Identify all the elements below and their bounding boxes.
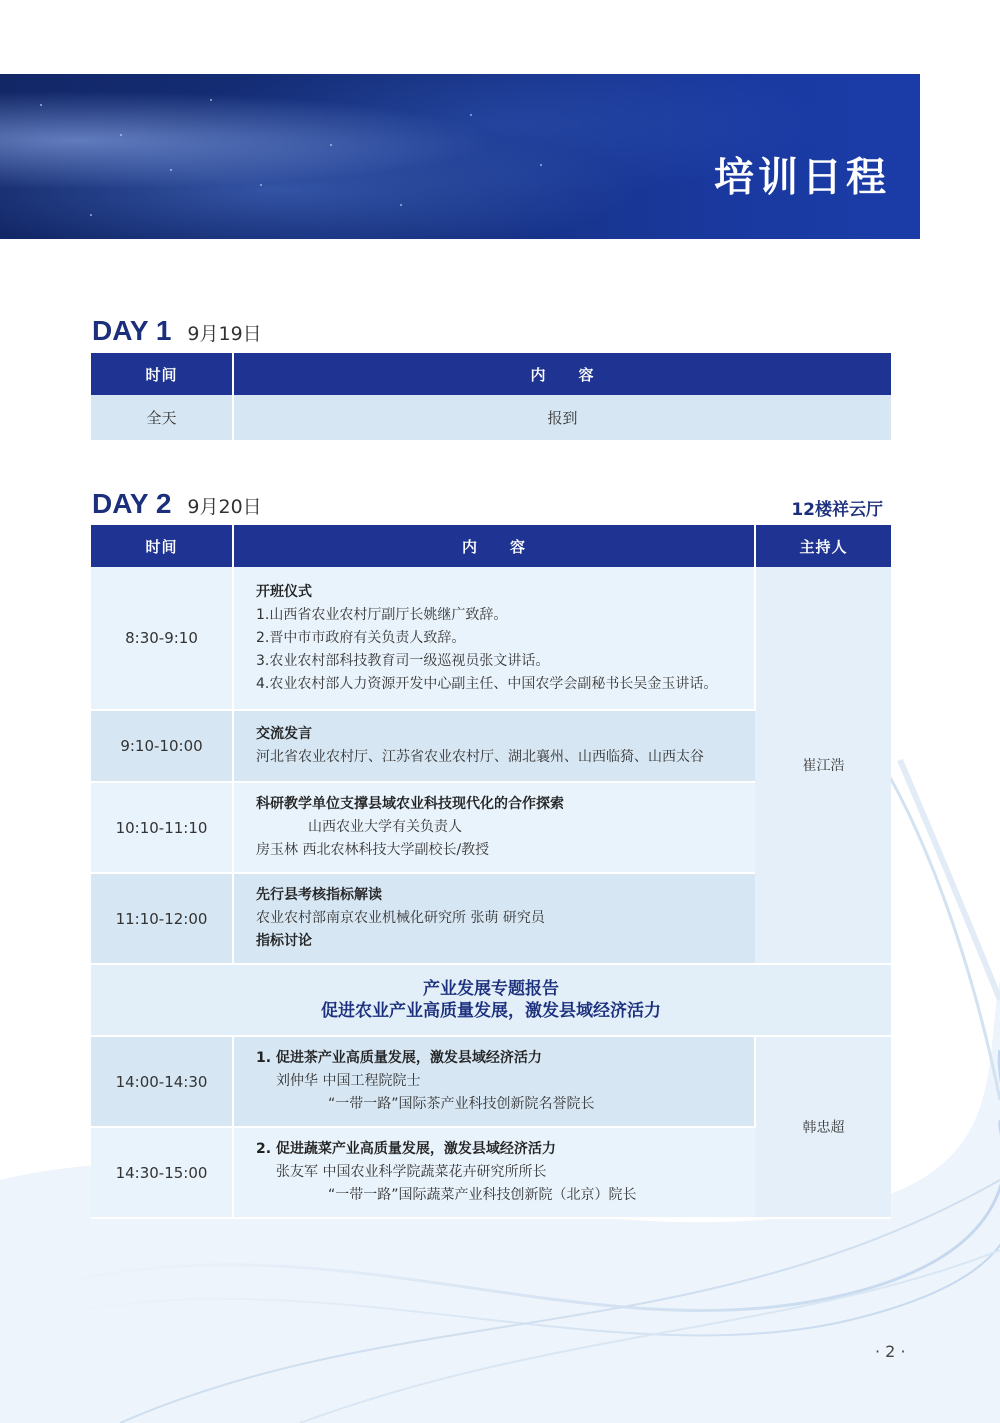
day1-col-time: 时间 [91, 353, 233, 395]
day2-col-content: 内 容 [233, 525, 755, 567]
session-content [233, 782, 755, 873]
session-time: 9:10-10:00 [91, 710, 233, 782]
session-title: 先行县考核指标解读 [256, 887, 382, 903]
session-time: 14:00-14:30 [91, 1036, 233, 1127]
session-title: 1. 促进茶产业高质量发展，激发县域经济活力 [256, 1050, 542, 1066]
day1-time-cell: 全天 [91, 395, 233, 441]
table-row [91, 1036, 891, 1127]
session-content [233, 1127, 755, 1218]
page-title: 培训日程 [714, 154, 890, 201]
session-time: 11:10-12:00 [91, 873, 233, 964]
session-line: 2.晋中市市政府有关负责人致辞。 [256, 629, 466, 646]
session-content [233, 567, 755, 710]
day1-heading [92, 315, 262, 347]
day2-col-time: 时间 [91, 525, 233, 567]
day1-col-content: 内 容 [233, 353, 891, 395]
section-banner [91, 964, 891, 1036]
table-row [91, 395, 891, 441]
table-row [91, 567, 891, 710]
session-time: 14:30-15:00 [91, 1127, 233, 1218]
session-line: 房玉林 西北农林科技大学副校长/教授 [256, 842, 490, 858]
day1-content-cell: 报到 [233, 395, 891, 441]
section-banner-line1: 产业发展专题报告 [423, 979, 559, 999]
session-role: “一带一路”国际茶产业科技创新院名誉院长 [328, 1096, 595, 1112]
session-line: 3.农业农村部科技教育司一级巡视员张文讲话。 [256, 652, 550, 669]
session-content [233, 873, 755, 964]
session-time: 8:30-9:10 [91, 567, 233, 710]
section-banner-row [91, 964, 891, 1036]
host-cell-afternoon: 韩忠超 [755, 1036, 891, 1218]
session-line: 山西农业大学有关负责人 [308, 819, 462, 835]
session-content [233, 1036, 755, 1127]
day2-heading [92, 488, 262, 520]
session-speaker: 张友军 中国农业科学院蔬菜花卉研究所所长 [276, 1164, 547, 1180]
day1-date: 9月19日 [187, 323, 262, 345]
day2-label: DAY 2 [92, 488, 172, 519]
day2-col-host: 主持人 [755, 525, 891, 567]
session-line: 河北省农业农村厅、江苏省农业农村厅、湖北襄州、山西临猗、山西太谷 [256, 749, 704, 765]
day1-table [91, 353, 891, 442]
day2-table [91, 525, 891, 1219]
day1-label: DAY 1 [92, 315, 172, 346]
session-line: 4.农业农村部人力资源开发中心副主任、中国农学会副秘书长吴金玉讲话。 [256, 675, 718, 692]
session-title: 科研教学单位支撑县域农业科技现代化的合作探索 [256, 796, 564, 812]
section-banner-line2: 促进农业产业高质量发展，激发县域经济活力 [321, 1001, 661, 1021]
session-line: 1.山西省农业农村厅副厅长姚继广致辞。 [256, 606, 508, 623]
venue-label: 12楼祥云厅 [791, 500, 883, 520]
session-time: 10:10-11:10 [91, 782, 233, 873]
day2-date: 9月20日 [187, 496, 262, 518]
session-title: 2. 促进蔬菜产业高质量发展，激发县域经济活力 [256, 1141, 556, 1157]
page-number: · 2 · [875, 1342, 906, 1361]
session-title: 开班仪式 [256, 583, 312, 600]
session-speaker: 刘仲华 中国工程院院士 [276, 1073, 421, 1089]
host-cell-morning: 崔江浩 [755, 567, 891, 964]
session-line: 农业农村部南京农业机械化研究所 张萌 研究员 [256, 910, 545, 926]
session-role: “一带一路”国际蔬菜产业科技创新院（北京）院长 [328, 1187, 637, 1203]
session-subtitle: 指标讨论 [256, 933, 312, 949]
session-title: 交流发言 [256, 726, 312, 742]
session-content [233, 710, 755, 782]
header-banner [0, 74, 920, 239]
